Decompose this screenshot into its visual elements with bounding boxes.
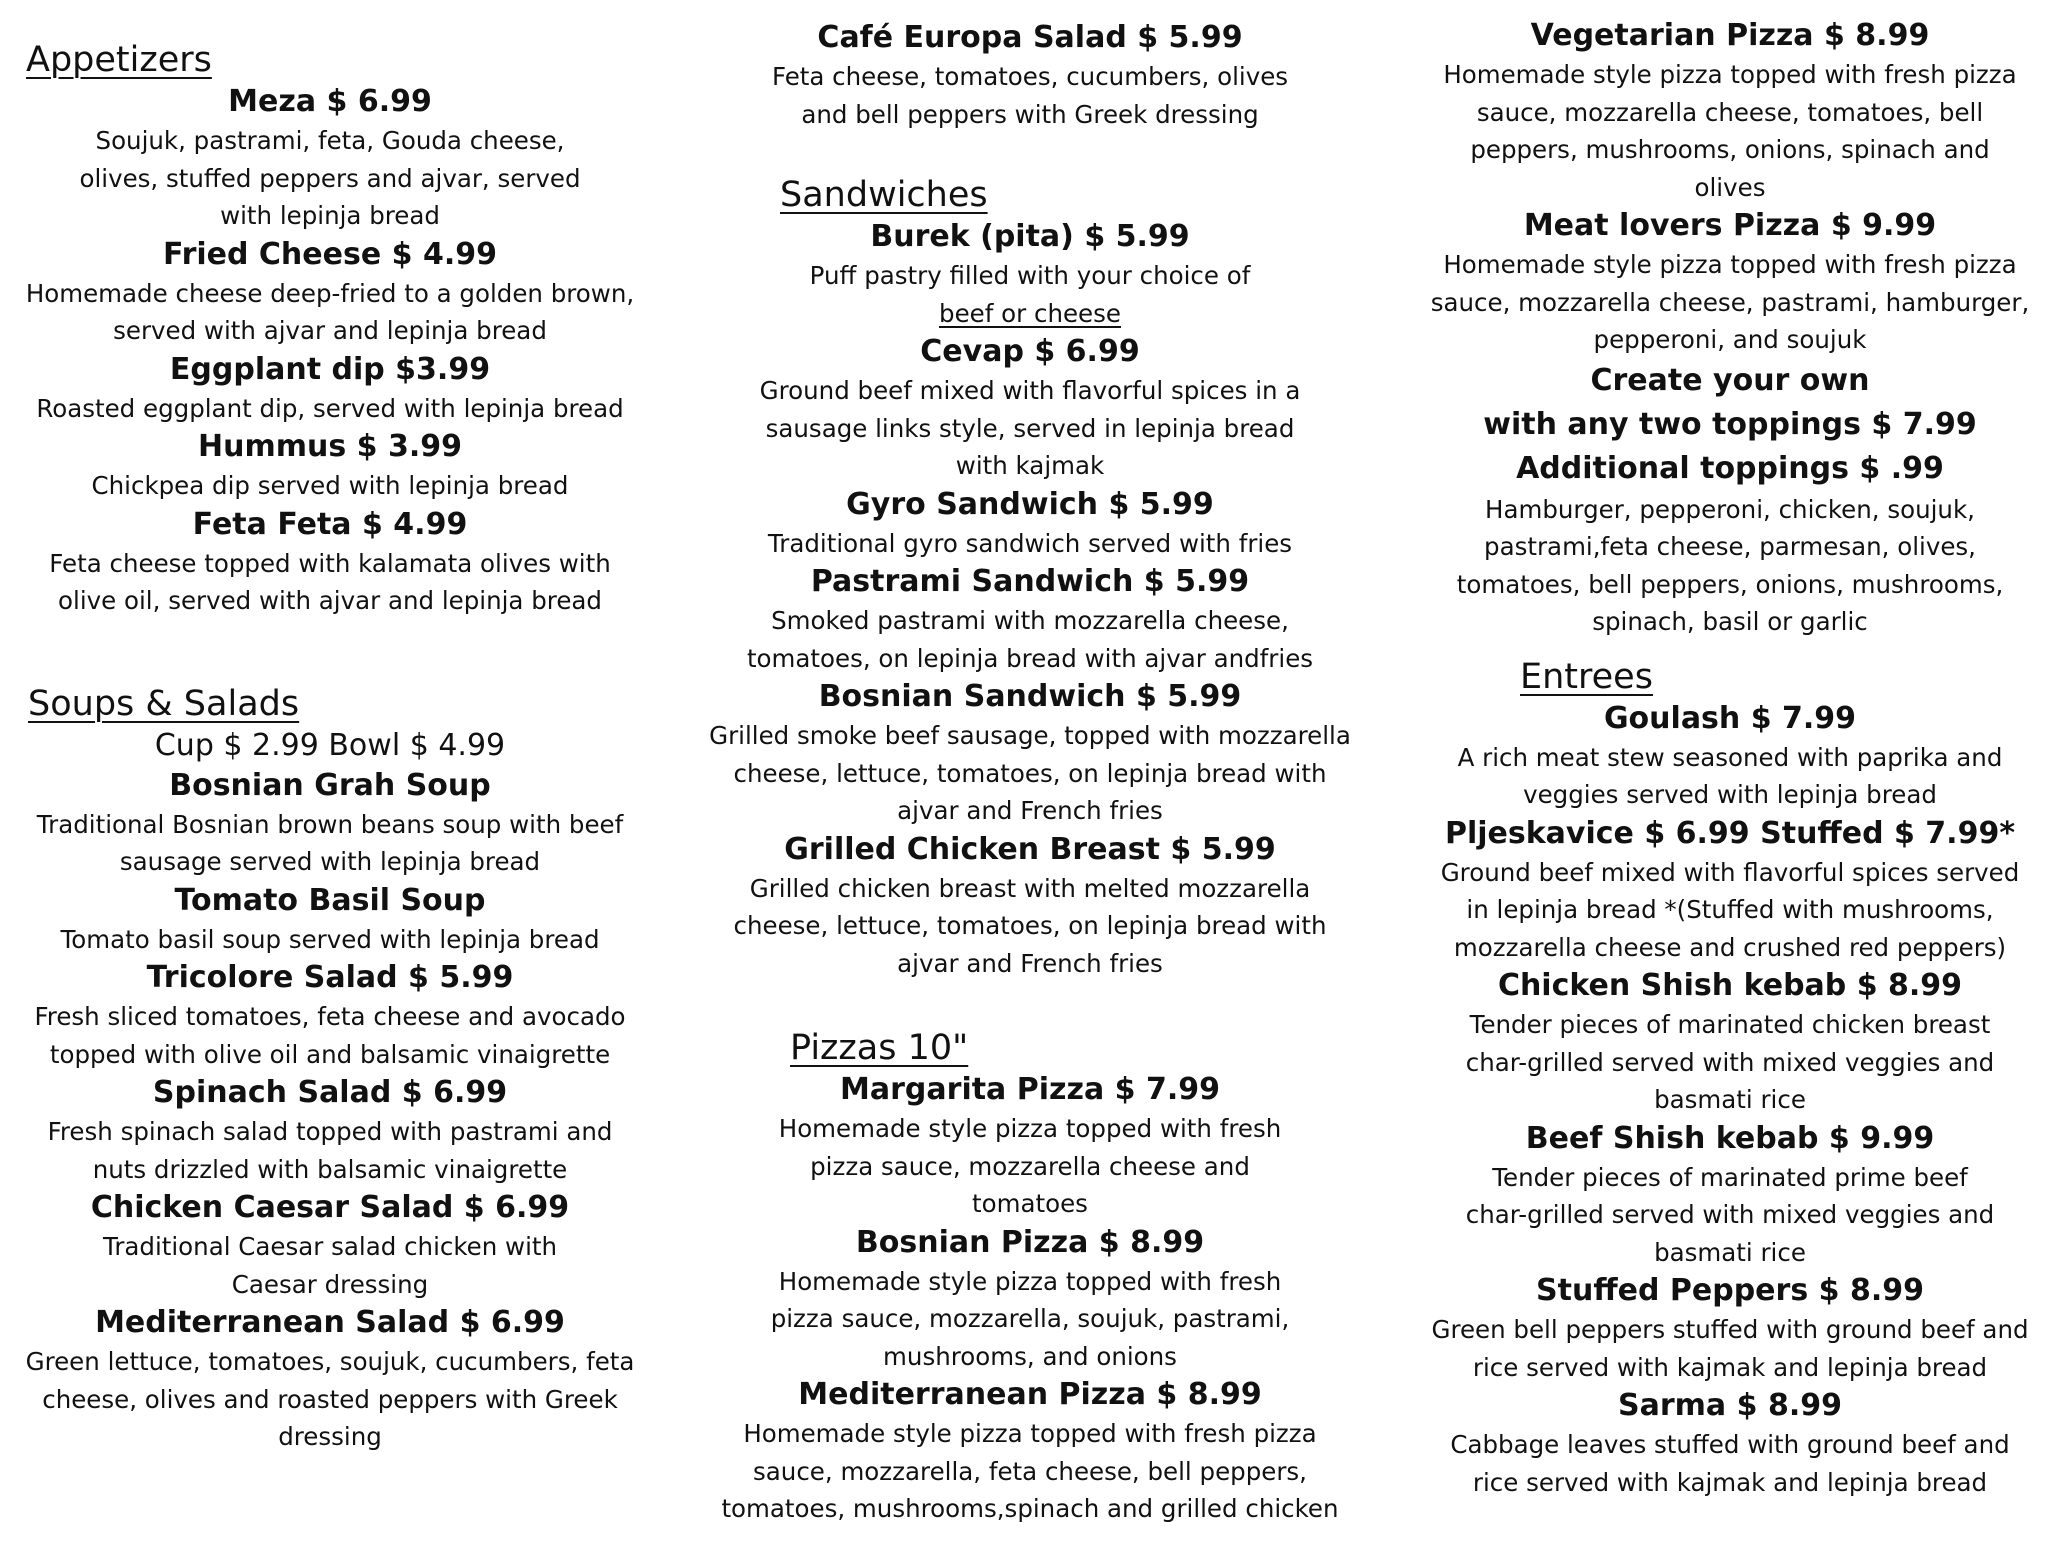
item-title: Pljeskavice $ 6.99 Stuffed $ 7.99* <box>1444 815 2016 851</box>
item-title: Meza $ 6.99 <box>228 84 432 119</box>
cafe-europa-block <box>700 18 1360 133</box>
item-title: Mediterranean Pizza $ 8.99 <box>798 1377 1262 1412</box>
create-own-line1: Create your own <box>1590 362 1870 398</box>
item-description: Green lettuce, tomatoes, soujuk, cucumbers, feta cheese, olives and roasted peppers with Greek dressing <box>25 1347 635 1451</box>
item-title: Meat lovers Pizza $ 9.99 <box>1523 208 1937 243</box>
cup-bowl-price: Cup $ 2.99 Bowl $ 4.99 <box>154 727 506 763</box>
item-title: Feta Feta $ 4.99 <box>192 506 468 542</box>
item-description: Roasted eggplant dip, served with lepinja bread <box>36 393 624 423</box>
item-description: Cabbage leaves stuffed with ground beef and rice served with kajmak and lepinja bread <box>1450 1430 2010 1497</box>
item-description: Feta cheese topped with kalamata olives with olive oil, served with ajvar and lepinja bread <box>49 548 611 615</box>
item-description-choice <box>700 295 1360 333</box>
section-heading-soups-salads: Soups & Salads <box>28 683 300 724</box>
item-description: Soujuk, pastrami, feta, Gouda cheese, olives, stuffed peppers and ajvar, served with lepinja bread <box>79 126 581 230</box>
item-description: Homemade style pizza topped with fresh pizza sauce, mozzarella cheese, tomatoes, bell peppers, mushrooms, onions, spinach and olives <box>1443 60 2017 202</box>
item-description: Feta cheese, tomatoes, cucumbers, olives and bell peppers with Greek dressing <box>771 62 1289 129</box>
item-description: Homemade style pizza topped with fresh pizza sauce, mozzarella, soujuk, pastrami, mushrooms, and onions <box>770 1266 1290 1371</box>
item-description: Green bell peppers stuffed with ground beef and rice served with kajmak and lepinja bread <box>1431 1315 2029 1382</box>
menu-column-middle <box>700 0 1360 1528</box>
item-description: Tender pieces of marinated chicken breast char-grilled served with mixed veggies and basmati rice <box>1465 1010 1995 1114</box>
item-description: Grilled smoke beef sausage, topped with mozzarella cheese, lettuce, tomatoes, on lepinja bread with ajvar and French fries <box>709 721 1351 825</box>
item-title: Hummus $ 3.99 <box>198 429 462 464</box>
item-description: Smoked pastrami with mozzarella cheese, tomatoes, on lepinja bread with ajvar andfries <box>746 606 1314 673</box>
item-description: Ground beef mixed with flavorful spices served in lepinja bread *(Stuffed with mushrooms, mozzarella cheese and crushed red peppers) <box>1440 857 2020 962</box>
item-description: Homemade style pizza topped with fresh pizza sauce, mozzarella, feta cheese, bell peppers, tomatoes, mushrooms,spinach and grilled chicken <box>721 1419 1339 1523</box>
pizzas-continued-list <box>1420 16 2040 641</box>
section-heading-sandwiches: Sandwiches <box>780 175 988 215</box>
item-description: Homemade style pizza topped with fresh pizza sauce, mozzarella cheese and tomatoes <box>778 1114 1282 1218</box>
item-description: Homemade style pizza topped with fresh pizza sauce, mozzarella cheese, pastrami, hamburger, pepperoni, and soujuk <box>1430 250 2030 354</box>
item-title: Beef Shish kebab $ 9.99 <box>1525 1120 1935 1156</box>
item-description: Fresh spinach salad topped with pastrami and nuts drizzled with balsamic vinaigrette <box>47 1117 613 1184</box>
sandwiches-list <box>700 217 1360 982</box>
item-title: Chicken Caesar Salad $ 6.99 <box>90 1190 570 1225</box>
item-description: Traditional Caesar salad chicken with Caesar dressing <box>102 1232 558 1299</box>
item-title: Café Europa Salad $ 5.99 <box>817 20 1243 55</box>
item-title: Pastrami Sandwich $ 5.99 <box>810 564 1250 599</box>
item-title: Eggplant dip $3.99 <box>169 351 491 387</box>
item-description: Puff pastry filled with your choice of <box>809 261 1251 290</box>
item-title: Tricolore Salad $ 5.99 <box>146 960 514 995</box>
item-title: Bosnian Sandwich $ 5.99 <box>818 679 1242 714</box>
section-heading-appetizers: Appetizers <box>26 40 212 80</box>
item-description: Ground beef mixed with flavorful spices in a sausage links style, served in lepinja bread with kajmak <box>759 376 1301 480</box>
item-title: Cevap $ 6.99 <box>920 334 1140 369</box>
item-description: Tomato basil soup served with lepinja bread <box>60 924 600 954</box>
item-title: Spinach Salad $ 6.99 <box>152 1075 508 1110</box>
create-own-line2: with any two toppings $ 7.99 <box>1483 406 1977 442</box>
item-title: Burek (pita) $ 5.99 <box>870 219 1190 254</box>
item-title: Tomato Basil Soup <box>174 882 486 918</box>
item-description: A rich meat stew seasoned with paprika and veggies served with lepinja bread <box>1457 742 2003 809</box>
section-heading-entrees: Entrees <box>1520 656 1653 697</box>
item-title: Vegetarian Pizza $ 8.99 <box>1530 18 1930 53</box>
entrees-list <box>1420 699 2040 1502</box>
item-title: Chicken Shish kebab $ 8.99 <box>1497 968 1963 1003</box>
item-description: Fresh sliced tomatoes, feta cheese and avocado topped with olive oil and balsamic vinaigrette <box>34 1002 626 1069</box>
item-description: Tender pieces of marinated prime beef char-grilled served with mixed veggies and basmati rice <box>1465 1162 1995 1267</box>
menu-column-left <box>0 0 660 1456</box>
appetizers-list <box>0 82 660 620</box>
item-title: Margarita Pizza $ 7.99 <box>840 1072 1220 1107</box>
item-description: Homemade cheese deep-fried to a golden brown, served with ajvar and lepinja bread <box>25 278 635 345</box>
item-title: Bosnian Pizza $ 8.99 <box>855 1224 1205 1260</box>
soups-salads-list <box>0 726 660 1456</box>
burek-choice: beef or cheese <box>939 298 1121 328</box>
pizzas-list <box>700 1070 1360 1528</box>
item-title: Goulash $ 7.99 <box>1603 700 1857 736</box>
item-title: Bosnian Grah Soup <box>169 767 491 803</box>
item-title: Gyro Sandwich $ 5.99 <box>846 486 1214 522</box>
section-heading-pizzas: Pizzas 10" <box>790 1028 969 1068</box>
menu-column-right <box>1420 0 2040 1501</box>
additional-toppings: Additional toppings $ .99 <box>1516 450 1944 486</box>
item-title: Sarma $ 8.99 <box>1618 1388 1842 1423</box>
item-description: Traditional Bosnian brown beans soup with beef sausage served with lepinja bread <box>36 809 624 876</box>
item-title: Fried Cheese $ 4.99 <box>163 236 497 272</box>
item-title: Mediterranean Salad $ 6.99 <box>95 1305 565 1340</box>
item-title: Grilled Chicken Breast $ 5.99 <box>784 831 1276 867</box>
item-description: Chickpea dip served with lepinja bread <box>91 471 569 500</box>
toppings-list: Hamburger, pepperoni, chicken, soujuk, pastrami,feta cheese, parmesan, olives, tomatoes, bell peppers, onions, mushrooms, spinach, basil or garlic <box>1456 494 2004 636</box>
item-description: Traditional gyro sandwich served with fries <box>767 528 1293 558</box>
item-title: Stuffed Peppers $ 8.99 <box>1536 1273 1924 1308</box>
item-description: Grilled chicken breast with melted mozzarella cheese, lettuce, tomatoes, on lepinja bread with ajvar and French fries <box>733 873 1327 978</box>
